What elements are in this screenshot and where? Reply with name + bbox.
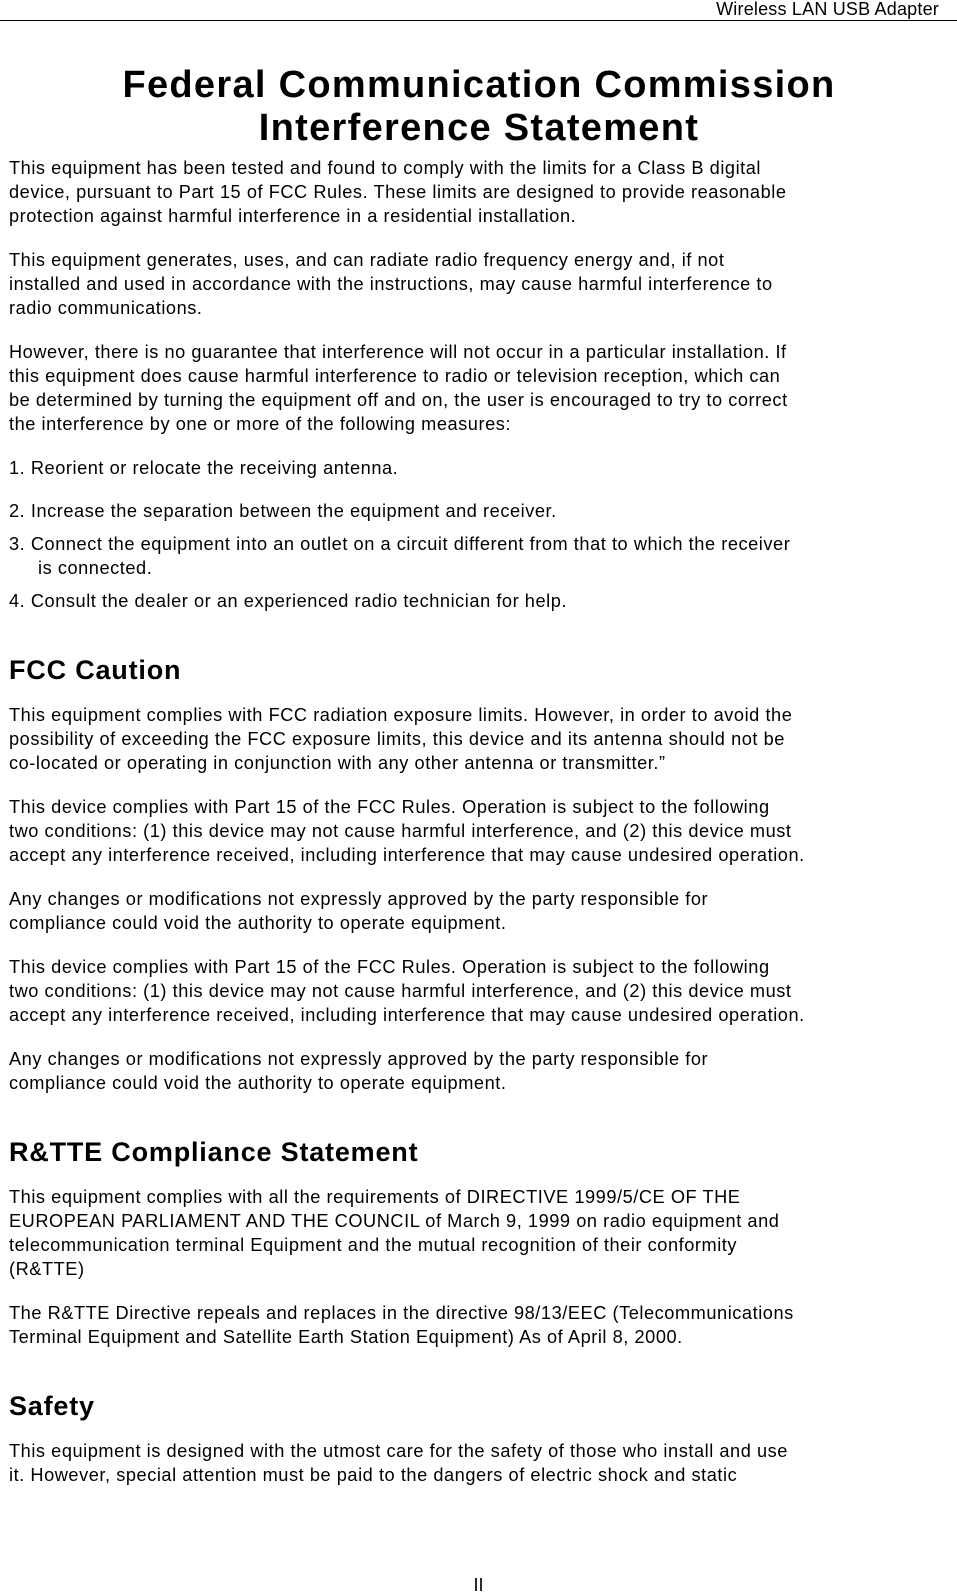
text-line: The R&TTE Directive repeals and replaces in the directive 98/13/EEC (Telecommunications [9, 1303, 794, 1323]
text-line: be determined by turning the equipment off and on, the user is encouraged to try to correct [9, 390, 788, 410]
page-number: II [473, 1575, 484, 1595]
text-line: possibility of exceeding the FCC exposure limits, this device and its antenna should not be [9, 729, 785, 749]
page-title-line-1: Federal Communication Commission [122, 64, 836, 106]
text-line: telecommunication terminal Equipment and the mutual recognition of their conformity [9, 1235, 738, 1255]
running-header [0, 0, 957, 21]
text-line: This device complies with Part 15 of the FCC Rules. Operation is subject to the following [9, 957, 770, 977]
safety-paragraph [9, 1439, 949, 1487]
fcc-caution-modifications-paragraph-repeat [9, 1047, 949, 1095]
text-line: accept any interference received, including interference that may cause undesired operation. [9, 1005, 805, 1025]
fcc-caution-part15-paragraph [9, 795, 949, 867]
text-line: is connected. [38, 558, 153, 578]
text-line: EUROPEAN PARLIAMENT AND THE COUNCIL of March 9, 1999 on radio equipment and [9, 1211, 780, 1231]
text-line: the interference by one or more of the following measures: [9, 414, 511, 434]
rtte-repeal-paragraph [9, 1301, 949, 1349]
measure-item-4: 4. Consult the dealer or an experienced radio technician for help. [9, 591, 567, 611]
text-line: However, there is no guarantee that interference will not occur in a particular installation. If [9, 342, 787, 362]
text-line: This equipment has been tested and found to comply with the limits for a Class B digital [9, 158, 762, 178]
text-line: compliance could void the authority to operate equipment. [9, 1073, 507, 1093]
text-line: installed and used in accordance with the instructions, may cause harmful interference to [9, 274, 773, 294]
text-line: Any changes or modifications not expressly approved by the party responsible for [9, 1049, 709, 1069]
text-line: Any changes or modifications not expressly approved by the party responsible for [9, 889, 709, 909]
text-line: device, pursuant to Part 15 of FCC Rules. These limits are designed to provide reasonable [9, 182, 787, 202]
text-line: two conditions: (1) this device may not cause harmful interference, and (2) this device must [9, 821, 792, 841]
running-header-title: Wireless LAN USB Adapter [716, 0, 939, 19]
text-line: (R&TTE) [9, 1259, 85, 1279]
text-line: This equipment complies with all the requirements of DIRECTIVE 1999/5/CE OF THE [9, 1187, 741, 1207]
text-line: 3. Connect the equipment into an outlet on a circuit different from that to which the receiver [9, 534, 791, 554]
measure-item-3 [9, 532, 949, 580]
fcc-caution-exposure-paragraph [9, 703, 949, 775]
rtte-directive-paragraph [9, 1185, 949, 1281]
fcc-caution-part15-paragraph-repeat [9, 955, 949, 1027]
fcc-caution-heading: FCC Caution [9, 655, 182, 685]
text-line: This equipment complies with FCC radiation exposure limits. However, in order to avoid the [9, 705, 793, 725]
rtte-heading: R&TTE Compliance Statement [9, 1137, 419, 1167]
text-line: This equipment is designed with the utmost care for the safety of those who install and use [9, 1441, 788, 1461]
text-line: co-located or operating in conjunction with any other antenna or transmitter.” [9, 753, 666, 773]
text-line: two conditions: (1) this device may not cause harmful interference, and (2) this device must [9, 981, 792, 1001]
document-body [9, 64, 949, 1507]
text-line: Terminal Equipment and Satellite Earth Station Equipment) As of April 8, 2000. [9, 1327, 683, 1347]
text-line: This device complies with Part 15 of the FCC Rules. Operation is subject to the following [9, 797, 770, 817]
text-line: radio communications. [9, 298, 203, 318]
fcc-guarantee-paragraph [9, 340, 949, 436]
page-title-line-2: Interference Statement [258, 107, 700, 149]
text-line: This equipment generates, uses, and can radiate radio frequency energy and, if not [9, 250, 725, 270]
page-title [9, 64, 949, 150]
fcc-radiation-paragraph [9, 248, 949, 320]
fcc-intro-paragraph [9, 156, 949, 228]
fcc-caution-modifications-paragraph [9, 887, 949, 935]
text-line: it. However, special attention must be paid to the dangers of electric shock and static [9, 1465, 738, 1485]
text-line: this equipment does cause harmful interference to radio or television reception, which can [9, 366, 781, 386]
text-line: compliance could void the authority to operate equipment. [9, 913, 507, 933]
safety-heading: Safety [9, 1391, 95, 1421]
text-line: accept any interference received, including interference that may cause undesired operation. [9, 845, 805, 865]
measure-item-1: 1. Reorient or relocate the receiving antenna. [9, 458, 399, 478]
text-line: protection against harmful interference in a residential installation. [9, 206, 577, 226]
measure-item-2: 2. Increase the separation between the equipment and receiver. [9, 501, 557, 521]
